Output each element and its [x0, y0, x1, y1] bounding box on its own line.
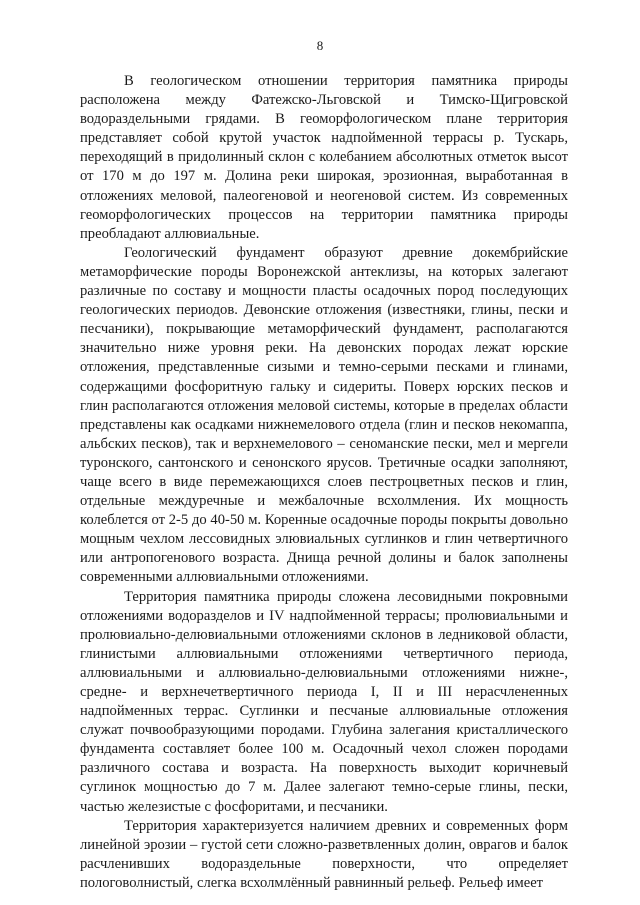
- paragraph-erosion-relief: Территория характеризуется наличием древних и современных форм линейной эрозии – густой сети сложно-разветвленных долин, оврагов и балок расчленивших водораздельные поверхности, что определяет пологоволнистый, слегка всхолмлённый равнинный рельеф. Рельеф имеет: [80, 817, 568, 891]
- paragraph-geology-overview: В геологическом отношении территория памятника природы расположена между Фатежско-Льговской и Тимско-Щигровской водораздельными грядами. В геоморфологическом плане территория представляет собой крутой участок надпойменной террасы р. Тускарь, переходящий в придолинный склон с колебанием абсолютных отметок высот от 170 м до 197 м. Долина реки широкая, эрозионная, выработанная в отложениях меловой, палеогеновой и неогеновой систем. Из современных геоморфологических процессов на территории памятника природы преобладают аллювиальные.: [80, 73, 568, 242]
- paragraph-geological-foundation: Геологический фундамент образуют древние докембрийские метаморфические породы Воронежской антеклизы, на которых залегают различные по составу и мощности пласты осадочных пород последующих геологических периодов. Девонские отложения (известняки, глины, пески и песчаники), покрывающие метаморфический фундамент, располагаются значительно ниже уровня реки. На девонских породах лежат юрские отложения, представленные сизыми и темно-серыми песками и глинами, содержащими фосфоритную гальку и сидериты. Поверх юрских песков и глин располагаются отложения меловой системы, которые в пределах области представлены как осадками нижнемелового отдела (глин и песков некомаппа, альбских песков), так и верхнемелового – сеноманские пески, мел и мергели туронского, сантонского и сенонского ярусов. Третичные осадки заполняют, чаще всего в виде перемежающихся слоев пестроцветных песков и глин, отдельные междуречные и межбалочные всхолмления. Их мощность колеблется от 2-5 до 40-50 м. Коренные осадочные породы покрыты довольно мощным чехлом лессовидных элювиальных суглинков и глин четвертичного или антропогенового возраста. Днища речной долины и балок заполнены современными аллювиальными отложениями.: [80, 244, 568, 586]
- page-number: 8: [316, 38, 324, 53]
- body-text: [80, 72, 568, 893]
- paragraph-deposits-composition: Территория памятника природы сложена лесовидными покровными отложениями водоразделов и IV надпойменной террасы; пролювиальными и пролювиально-делювиальными отложениями склонов в ледниковой области, глинистыми аллювиальными отложениями четвертичного периода, аллювиальными и аллювиально-делювиальными отложениями нижне-, средне- и верхнечетвертичного периода I, II и III нерасчлененных надпойменных террас. Суглинки и песчаные аллювиальные отложения служат почвообразующими породами. Глубина залегания кристаллического фундамента составляет более 100 м. Осадочный чехол сложен породами различного состава и возраста. На поверхность выходит коричневый суглинок мощностью до 7 м. Далее залегают темно-серые глины, пески, частью железистые с фосфоритами, и песчаники.: [80, 588, 568, 815]
